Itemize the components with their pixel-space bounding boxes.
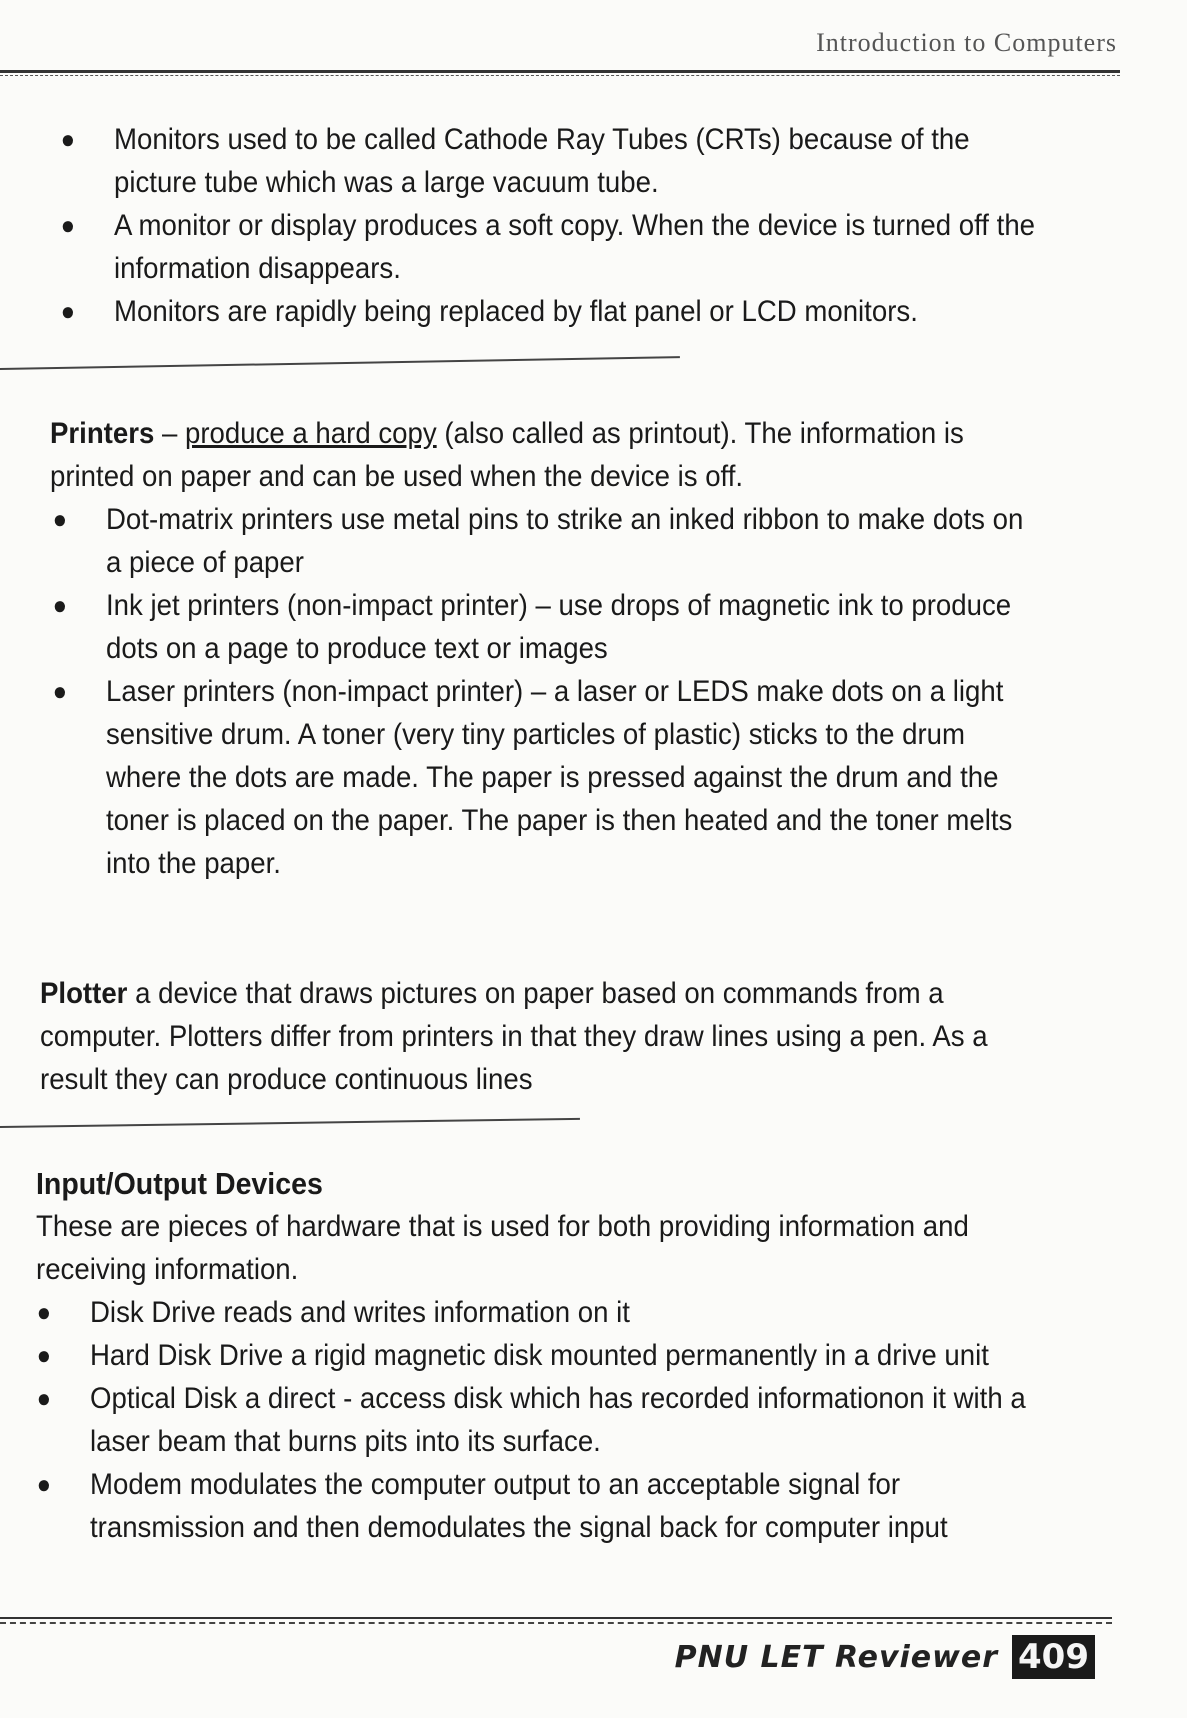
page-number: 409: [1012, 1635, 1095, 1679]
list-item-text: Laser printers (non-impact printer) – a laser or LEDS make dots on a light sensitive drum. A toner (very tiny particles of plastic) sticks to the drum where the dots are made. The paper is pressed against the drum and the toner is placed on the paper. The paper is then heated and the toner melts into the paper.: [106, 675, 1013, 880]
list-item-text: Modem modulates the computer output to an acceptable signal for transmission and then demodulates the signal back for computer input: [90, 1468, 948, 1544]
list-item: [52, 498, 1039, 584]
bullet-icon: ●: [36, 1469, 52, 1499]
list-item-text: Monitors used to be called Cathode Ray Tubes (CRTs) because of the picture tube which was a large vacuum tube.: [114, 123, 970, 199]
list-item: [36, 1463, 1034, 1549]
plotter-term: Plotter: [40, 977, 128, 1010]
term-dash: –: [154, 417, 186, 450]
printers-list: [52, 498, 1120, 885]
bullet-icon: ●: [60, 124, 76, 154]
list-item-text: Ink jet printers (non-impact printer) – use drops of magnetic ink to produce dots on a page to produce text or images: [106, 589, 1012, 665]
header-rule: [0, 70, 1120, 76]
bullet-icon: ●: [52, 676, 68, 706]
page-footer: [675, 1635, 1095, 1679]
monitors-section: [60, 118, 1124, 333]
printers-term: Printers: [50, 417, 155, 450]
list-item: [60, 290, 1043, 333]
bullet-icon: ●: [52, 590, 68, 620]
list-item: [36, 1291, 1034, 1334]
bullet-icon: ●: [52, 504, 68, 534]
bullet-icon: ●: [36, 1340, 52, 1370]
footer-title: PNU LET Reviewer: [674, 1639, 999, 1675]
footer-rule: [0, 1617, 1112, 1624]
monitors-list: [60, 118, 1124, 333]
plotter-section: [40, 972, 1120, 1101]
list-item: [36, 1377, 1034, 1463]
bullet-icon: ●: [36, 1297, 52, 1327]
list-item-text: Hard Disk Drive a rigid magnetic disk mounted permanently in a drive unit: [90, 1339, 989, 1372]
section-divider: [0, 356, 680, 370]
list-item-text: Monitors are rapidly being replaced by flat panel or LCD monitors.: [114, 295, 918, 328]
bullet-icon: ●: [36, 1383, 52, 1413]
list-item-text: A monitor or display produces a soft copy. When the device is turned off the information disappears.: [114, 209, 1036, 285]
plotter-text: a device that draws pictures on paper based on commands from a computer. Plotters differ from printers in that they draw lines using a pen. As a result they can produce continuous lines: [40, 977, 988, 1096]
printers-underlined: produce a hard copy: [185, 417, 437, 450]
list-item: [60, 204, 1043, 290]
plotter-definition: [40, 972, 1034, 1101]
io-devices-list: [36, 1291, 1116, 1549]
list-item: [36, 1334, 1034, 1377]
printers-rest: (also called as printout). The information is printed on paper and can be used when the device is off.: [50, 417, 964, 493]
running-header: Introduction to Computers: [816, 28, 1117, 57]
list-item: [60, 118, 1043, 204]
list-item-text: Dot-matrix printers use metal pins to strike an inked ribbon to make dots on a piece of paper: [106, 503, 1024, 579]
printers-definition: [50, 412, 1034, 498]
io-devices-intro: These are pieces of hardware that is used for both providing information and receiving information.: [36, 1210, 969, 1286]
list-item-text: Optical Disk a direct - access disk which has recorded informationon it with a laser beam that burns pits into its surface.: [90, 1382, 1026, 1458]
list-item-text: Disk Drive reads and writes information on it: [90, 1296, 630, 1329]
bullet-icon: ●: [60, 296, 76, 326]
io-devices-section: [36, 1162, 1116, 1549]
list-item: [52, 670, 1039, 885]
list-item: [52, 584, 1039, 670]
printers-section: [50, 412, 1120, 885]
bullet-icon: ●: [60, 210, 76, 240]
io-devices-heading: Input/Output Devices: [36, 1166, 323, 1201]
section-divider: [0, 1118, 580, 1128]
